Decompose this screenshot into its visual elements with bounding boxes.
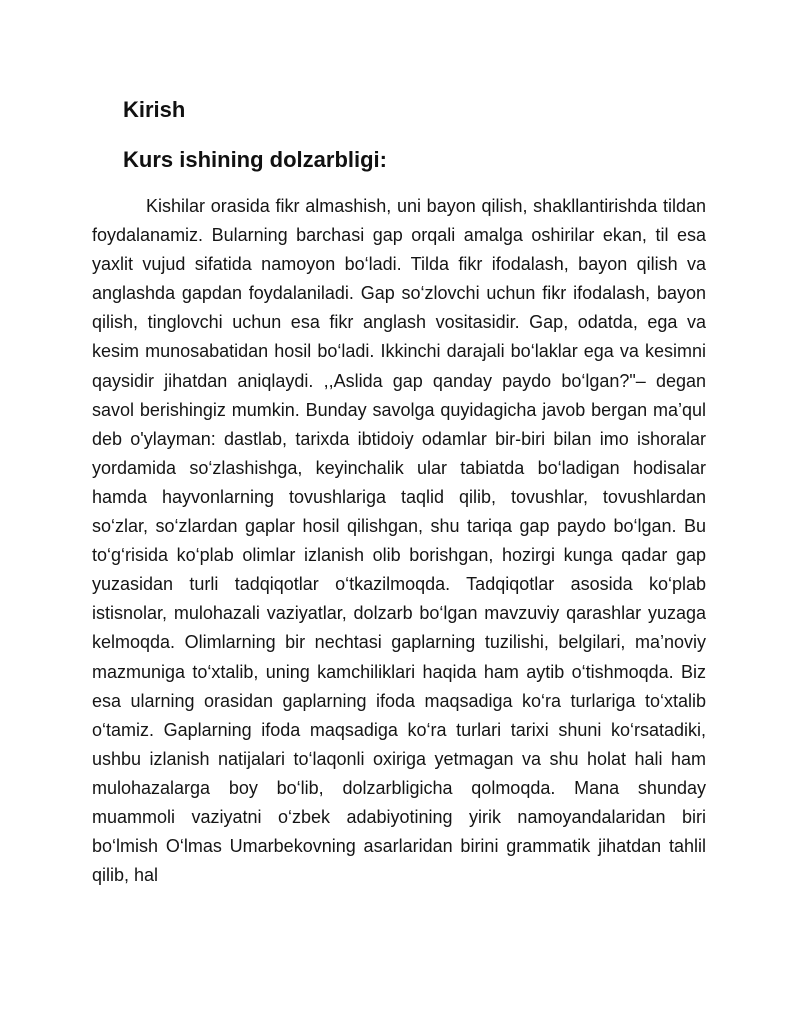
section-heading-intro: Kirish	[123, 97, 186, 122]
body-paragraph: Kishilar orasida fikr almashish, uni bayon qilish, shakllantirishda tildan foydalanamiz. Bularning barchasi gap orqali amalga oshirilar ekan, til esa yaxlit vujud sifatida namoyon bo‘ladi. Tilda fikr ifodalash, bayon qilish va anglashda gapdan foydalaniladi. Gap so‘zlovchi uchun fikr ifodalash, bayon qilish, tinglovchi uchun esa fikr anglash vositasidir. Gap, odatda, ega va kesim munosabatidan hosil bo‘ladi. Ikkinchi darajali bo‘laklar ega va kesimni qaysidir jihatdan aniqlaydi. ,,Aslida gap qanday paydo bo‘lgan?"– degan savol berishingiz mumkin. Bunday savolga quyidagicha javob bergan ma’qul deb o'ylayman: dastlab, tarixda ibtidoiy odamlar bir-biri bilan imo ishoralar yordamida so‘zlashishga, keyinchalik ular tabiatda bo‘ladigan hodisalar hamda hayvonlarning tovushlariga taqlid qilib, tovushlar, tovushlardan so‘zlar, so‘zlardan gaplar hosil qilishgan, shu tariqa gap paydo bo‘lgan. Bu to‘g‘risida ko‘plab olimlar izlanish olib borishgan, hozirgi kunga qadar gap yuzasidan turli tadqiqotlar o‘tkazilmoqda. Tadqiqotlar asosida ko‘plab istisnolar, mulohazali vaziyatlar, dolzarb bo‘lgan mavzuviy qarashlar yuzaga kelmoqda. Olimlarning bir nechtasi gaplarning tuzilishi, belgilari, ma’noviy mazmuniga to‘xtalib, uning kamchiliklari haqida ham aytib o‘tishmoqda. Biz esa ularning orasidan gaplarning ifoda maqsadiga ko‘ra turlariga to‘xtalib o‘tamiz. Gaplarning ifoda maqsadiga ko‘ra turlari tarixi shuni ko‘rsatadiki, ushbu izlanish natijalari to‘laqonli oxiriga yetmagan va shu holat hali ham mulohazalarga boy bo‘lib, dolzarbligicha qolmoqda. Mana shunday muammoli vaziyatni o‘zbek adabiyotining yirik namoyandalaridan biri bo‘lmish O‘lmas Umarbekovning asarlaridan birini grammatik jihatdan tahlil qilib, hal	[92, 196, 706, 886]
section-heading-relevance: Kurs ishining dolzarbligi:	[123, 147, 387, 172]
